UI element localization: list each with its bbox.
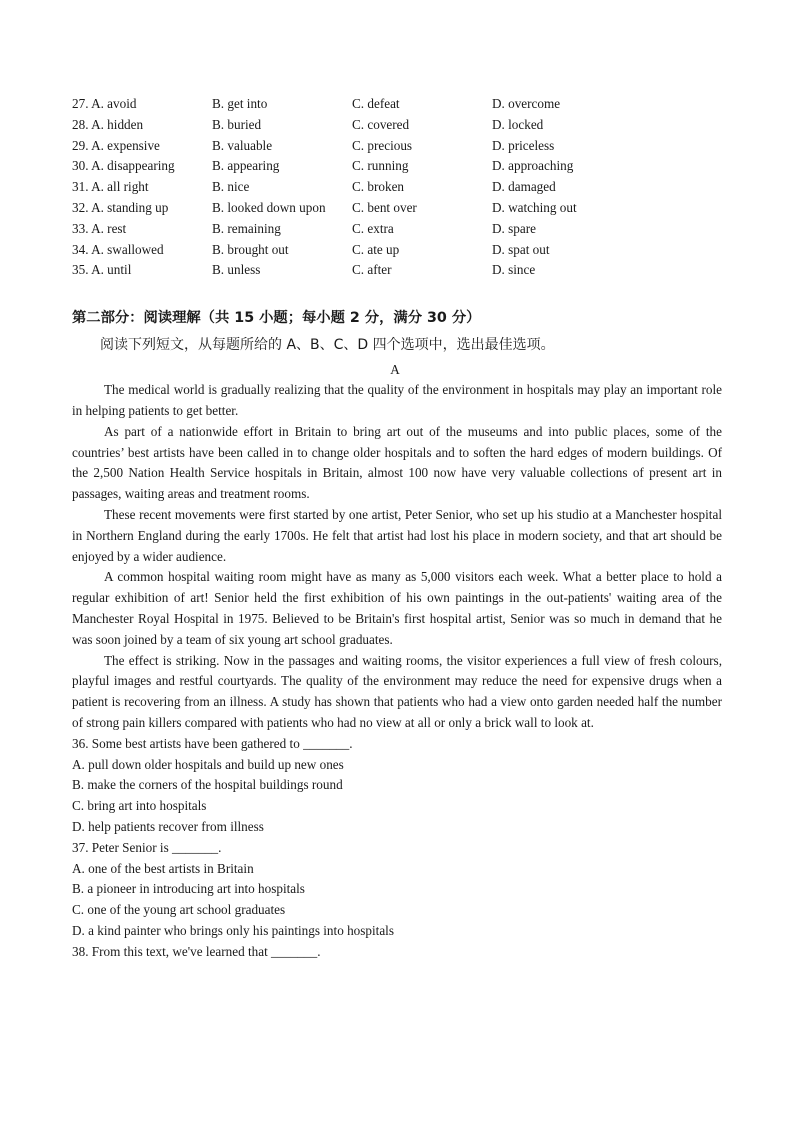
choice-b: B. make the corners of the hospital buildings round [72,777,343,793]
question-number: 31. [72,179,89,195]
option-a: A. all right [91,179,149,195]
question-stem: 36. Some best artists have been gathered to _______. [72,735,353,751]
option-row [72,262,602,283]
option-a: A. until [91,262,132,278]
option-d: D. locked [492,116,544,132]
option-c: C. after [352,262,392,278]
question-number: 34. [72,241,89,257]
option-row [72,158,602,179]
question-number: 33. [72,220,89,236]
option-a: A. avoid [91,96,137,111]
option-c: C. bent over [352,199,417,215]
option-b: B. remaining [212,220,281,236]
option-d: D. spat out [492,241,550,257]
option-row [72,200,602,221]
option-b: B. appearing [212,158,280,174]
option-b: B. nice [212,179,250,195]
section-title: 第二部分：阅读理解（共 15 小题；每小题 2 分，满分 30 分） [72,310,481,327]
choice-a: A. pull down older hospitals and build up new ones [72,756,344,772]
question-36 [72,734,722,838]
option-row [72,242,602,263]
option-a: A. hidden [91,116,144,132]
option-row [72,179,602,200]
question-number: 28. [72,116,89,132]
option-a: A. rest [91,220,127,236]
question-stem: 38. From this text, we've learned that _______. [72,943,321,959]
option-d: D. spare [492,220,536,236]
option-b: B. unless [212,262,261,278]
option-a: A. expensive [91,137,160,153]
question-38 [72,942,722,963]
question-number: 35. [72,262,89,278]
passage-paragraph: As part of a nationwide effort in Britain to bring art out of the museums and into public places, some of the countries’ best artists have been called in to change older hospitals and to soften the hard edges of modern buildings. Of the 2,500 Nation Health Service hospitals in Britain, almost 100 now have very valuable collections of present art in passages, waiting areas and treatment rooms. [72,423,722,502]
question-37 [72,838,722,942]
option-a: A. disappearing [91,158,175,174]
option-a: A. swallowed [91,241,164,257]
choice-d: D. a kind painter who brings only his paintings into hospitals [72,922,394,938]
question-number: 27. [72,96,89,111]
option-b: B. brought out [212,241,289,257]
option-d: D. approaching [492,158,574,174]
option-a: A. standing up [91,199,169,215]
option-b: B. get into [212,96,268,111]
passage-label: A [390,362,400,378]
option-b: B. looked down upon [212,199,326,215]
option-row [72,96,602,117]
option-c: C. precious [352,137,413,153]
option-d: D. overcome [492,96,561,111]
passage-paragraph: These recent movements were first started by one artist, Peter Senior, who set up his studio at a Manchester hospital in Northern England during the early 1700s. He felt that artist had lost his place in modern society, and that art should be enjoyed by a wider audience. [72,506,722,564]
option-c: C. defeat [352,96,400,111]
option-d: D. since [492,262,536,278]
choice-c: C. one of the young art school graduates [72,902,286,918]
passage-paragraph: A common hospital waiting room might have as many as 5,000 visitors each week. What a better place to hold a regular exhibition of art! Senior held the first exhibition of his own paintings in the out-patients' waiting area of the Manchester Royal Hospital in 1975. Believed to be Britain's first hospital artist, Senior was so much in demand that he was soon joined by a team of six young art school graduates. [72,569,722,647]
option-c: C. broken [352,179,405,195]
option-d: D. priceless [492,137,555,153]
option-c: C. ate up [352,241,400,257]
option-b: B. buried [212,116,262,132]
question-number: 29. [72,137,89,153]
option-b: B. valuable [212,137,273,153]
option-d: D. watching out [492,199,577,215]
question-number: 32. [72,199,89,215]
question-stem: 37. Peter Senior is _______. [72,839,222,855]
option-c: C. covered [352,116,410,132]
option-c: C. running [352,158,409,174]
passage-paragraph: The effect is striking. Now in the passages and waiting rooms, the visitor experiences a full view of fresh colours, playful images and restful courtyards. The quality of the environment may reduce the need for expensive drugs when a patient is recovering from an illness. A study has shown that patients who had a view onto garden needed half the number of strong pain killers compared with patients who had no view at all or only a brick wall to look at. [72,652,722,730]
option-row [72,138,602,159]
option-d: D. damaged [492,179,556,195]
exam-page [72,96,722,962]
option-row [72,117,602,138]
choice-a: A. one of the best artists in Britain [72,860,254,876]
passage-paragraph: The medical world is gradually realizing that the quality of the environment in hospitals may play an important role in helping patients to get better. [72,382,722,418]
question-number: 30. [72,158,89,174]
choice-c: C. bring art into hospitals [72,798,207,814]
choice-b: B. a pioneer in introducing art into hospitals [72,881,305,897]
section-instruction: 阅读下列短文，从每题所给的 A、B、C、D 四个选项中，选出最佳选项。 [100,337,555,354]
choice-d: D. help patients recover from illness [72,818,264,834]
cloze-options-table [72,96,602,283]
option-row [72,221,602,242]
option-c: C. extra [352,220,394,236]
